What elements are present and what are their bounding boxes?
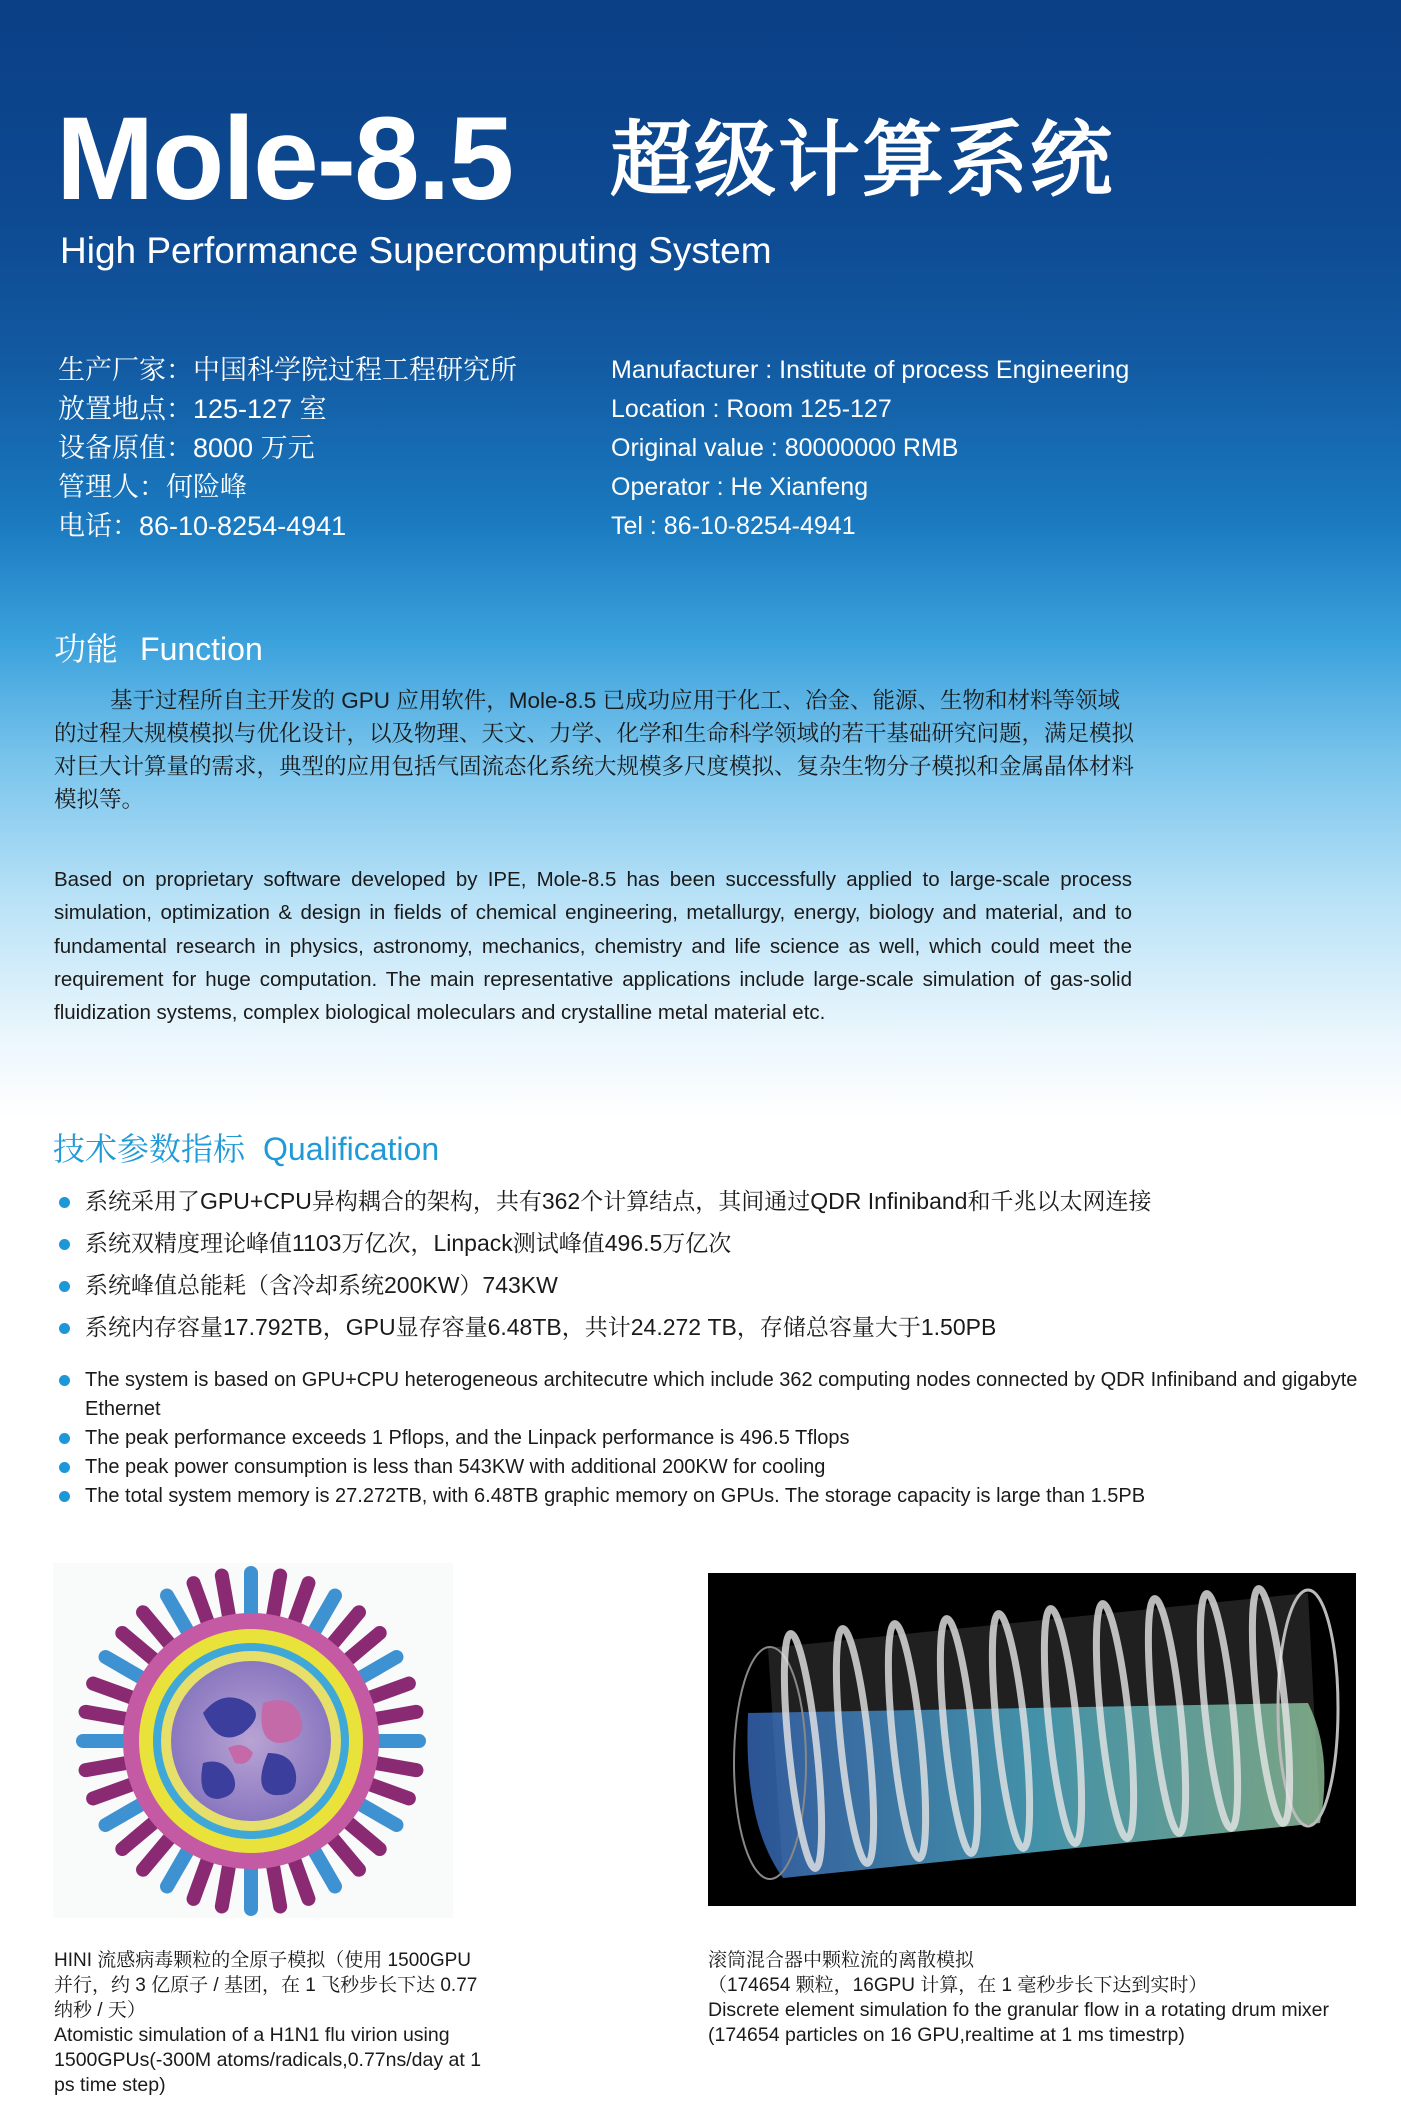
- info-cn-operator: 管理人：何险峰: [58, 472, 247, 502]
- function-heading: [54, 624, 263, 670]
- list-item: [54, 1227, 1151, 1269]
- caption-left: [54, 1948, 494, 2098]
- caption-right-en-1: Discrete element simulation fo the granular flow in a rotating drum mixer: [708, 1999, 1330, 2021]
- title-cn: 超级计算系统: [610, 115, 1115, 206]
- bullet-icon: [59, 1197, 70, 1208]
- function-body-en: Based on proprietary software developed by IPE, Mole-8.5 has been successfully applied to large-scale process simulation, optimization & design in fields of chemical engineering, metallurgy, energy, biology and material, and to fundamental research in physics, astronomy, mechanics, chemistry and life science as well, which could meet the requirement for huge computation. The main representative applications include large-scale simulation of gas-solid fluidization systems, complex biological moleculars and crystalline metal material etc.: [54, 868, 1132, 1025]
- list-item: [54, 1453, 1399, 1482]
- caption-left-en: Atomistic simulation of a H1N1 flu virion using 1500GPUs(-300M atoms/radicals,0.77ns/day at 1 ps time step): [54, 2024, 482, 2096]
- list-item: [54, 1311, 1151, 1353]
- info-cn: [58, 351, 517, 546]
- list-item-text: The total system memory is 27.272TB, with 6.48TB graphic memory on GPUs. The storage capacity is large than 1.5PB: [85, 1485, 1146, 1507]
- qualification-heading-en: Qualification: [263, 1131, 440, 1167]
- info-en-manufacturer: Manufacturer : Institute of process Engineering: [611, 356, 1130, 384]
- list-item: [54, 1424, 1399, 1453]
- info-cn-tel: 电话：86-10-8254-4941: [58, 511, 347, 541]
- caption-right-cn-2: （174654 颗粒，16GPU 计算，在 1 毫秒步长下达到实时）: [708, 1975, 1208, 1996]
- list-item: [54, 1185, 1151, 1227]
- virus-illustration: [53, 1563, 453, 1918]
- caption-right-cn-1: 滚筒混合器中颗粒流的离散模拟: [708, 1950, 975, 1971]
- function-body-cn: 基于过程所自主开发的 GPU 应用软件，Mole-8.5 已成功应用于化工、冶金、能源、生物和材料等领域的过程大规模模拟与优化设计，以及物理、天文、力学、化学和生命科学领域的若干基础研究问题，满足模拟对巨大计算量的需求，典型的应用包括气固流态化系统大规模多尺度模拟、复杂生物分子模拟和金属晶体材料模拟等。: [54, 688, 1135, 812]
- qualification-heading-cn: 技术参数指标: [53, 1131, 246, 1167]
- caption-left-cn: HINI 流感病毒颗粒的全原子模拟（使用 1500GPU 并行，约 3 亿原子 / 基团，在 1 飞秒步长下达 0.77 纳秒 / 天）: [54, 1950, 478, 2021]
- bullet-icon: [59, 1491, 70, 1502]
- list-item: [54, 1366, 1399, 1424]
- list-item-text: 系统双精度理论峰值1103万亿次，Linpack测试峰值496.5万亿次: [85, 1230, 732, 1256]
- function-heading-cn: 功能: [54, 631, 119, 667]
- drum-mixer-image: [708, 1573, 1356, 1906]
- function-heading-en: Function: [140, 631, 263, 667]
- caption-right-en-2: (174654 particles on 16 GPU,realtime at 1 ms timestrp): [708, 2024, 1185, 2046]
- info-cn-value: 设备原值：8000 万元: [58, 433, 315, 463]
- list-item-text: The system is based on GPU+CPU heterogeneous architecutre which include 362 computing nodes connected by QDR Infiniband and gigabyte Ethernet: [85, 1369, 1358, 1420]
- info-en-value: Original value : 80000000 RMB: [611, 434, 959, 462]
- virus-simulation-image: [53, 1563, 453, 1918]
- bullet-icon: [59, 1462, 70, 1473]
- qualification-list-en: [54, 1366, 1399, 1511]
- title-en: Mole-8.5: [56, 93, 513, 225]
- info-en-tel: Tel : 86-10-8254-4941: [611, 512, 856, 540]
- list-item-text: 系统采用了GPU+CPU异构耦合的架构，共有362个计算结点，其间通过QDR Infiniband和千兆以太网连接: [85, 1188, 1152, 1214]
- drum-illustration: [708, 1573, 1356, 1906]
- list-item-text: 系统峰值总能耗（含冷却系统200KW）743KW: [85, 1272, 558, 1298]
- qualification-heading: [53, 1124, 439, 1170]
- list-item-text: The peak performance exceeds 1 Pflops, and the Linpack performance is 496.5 Tflops: [85, 1427, 850, 1449]
- list-item: [54, 1482, 1399, 1511]
- info-cn-manufacturer: 生产厂家：中国科学院过程工程研究所: [58, 355, 517, 385]
- list-item: [54, 1269, 1151, 1311]
- bullet-icon: [59, 1239, 70, 1250]
- info-en: [611, 351, 1129, 546]
- bullet-icon: [59, 1375, 70, 1386]
- bullet-icon: [59, 1323, 70, 1334]
- caption-right: [708, 1948, 1398, 2048]
- bullet-icon: [59, 1433, 70, 1444]
- list-item-text: The peak power consumption is less than 543KW with additional 200KW for cooling: [85, 1456, 826, 1478]
- info-en-operator: Operator : He Xianfeng: [611, 473, 869, 501]
- subtitle: High Performance Supercomputing System: [60, 230, 772, 271]
- list-item-text: 系统内存容量17.792TB，GPU显存容量6.48TB，共计24.272 TB，存储总容量大于1.50PB: [85, 1314, 997, 1340]
- info-cn-location: 放置地点：125-127 室: [58, 394, 327, 424]
- qualification-list-cn: [54, 1185, 1151, 1353]
- info-en-location: Location : Room 125-127: [611, 395, 892, 423]
- bullet-icon: [59, 1281, 70, 1292]
